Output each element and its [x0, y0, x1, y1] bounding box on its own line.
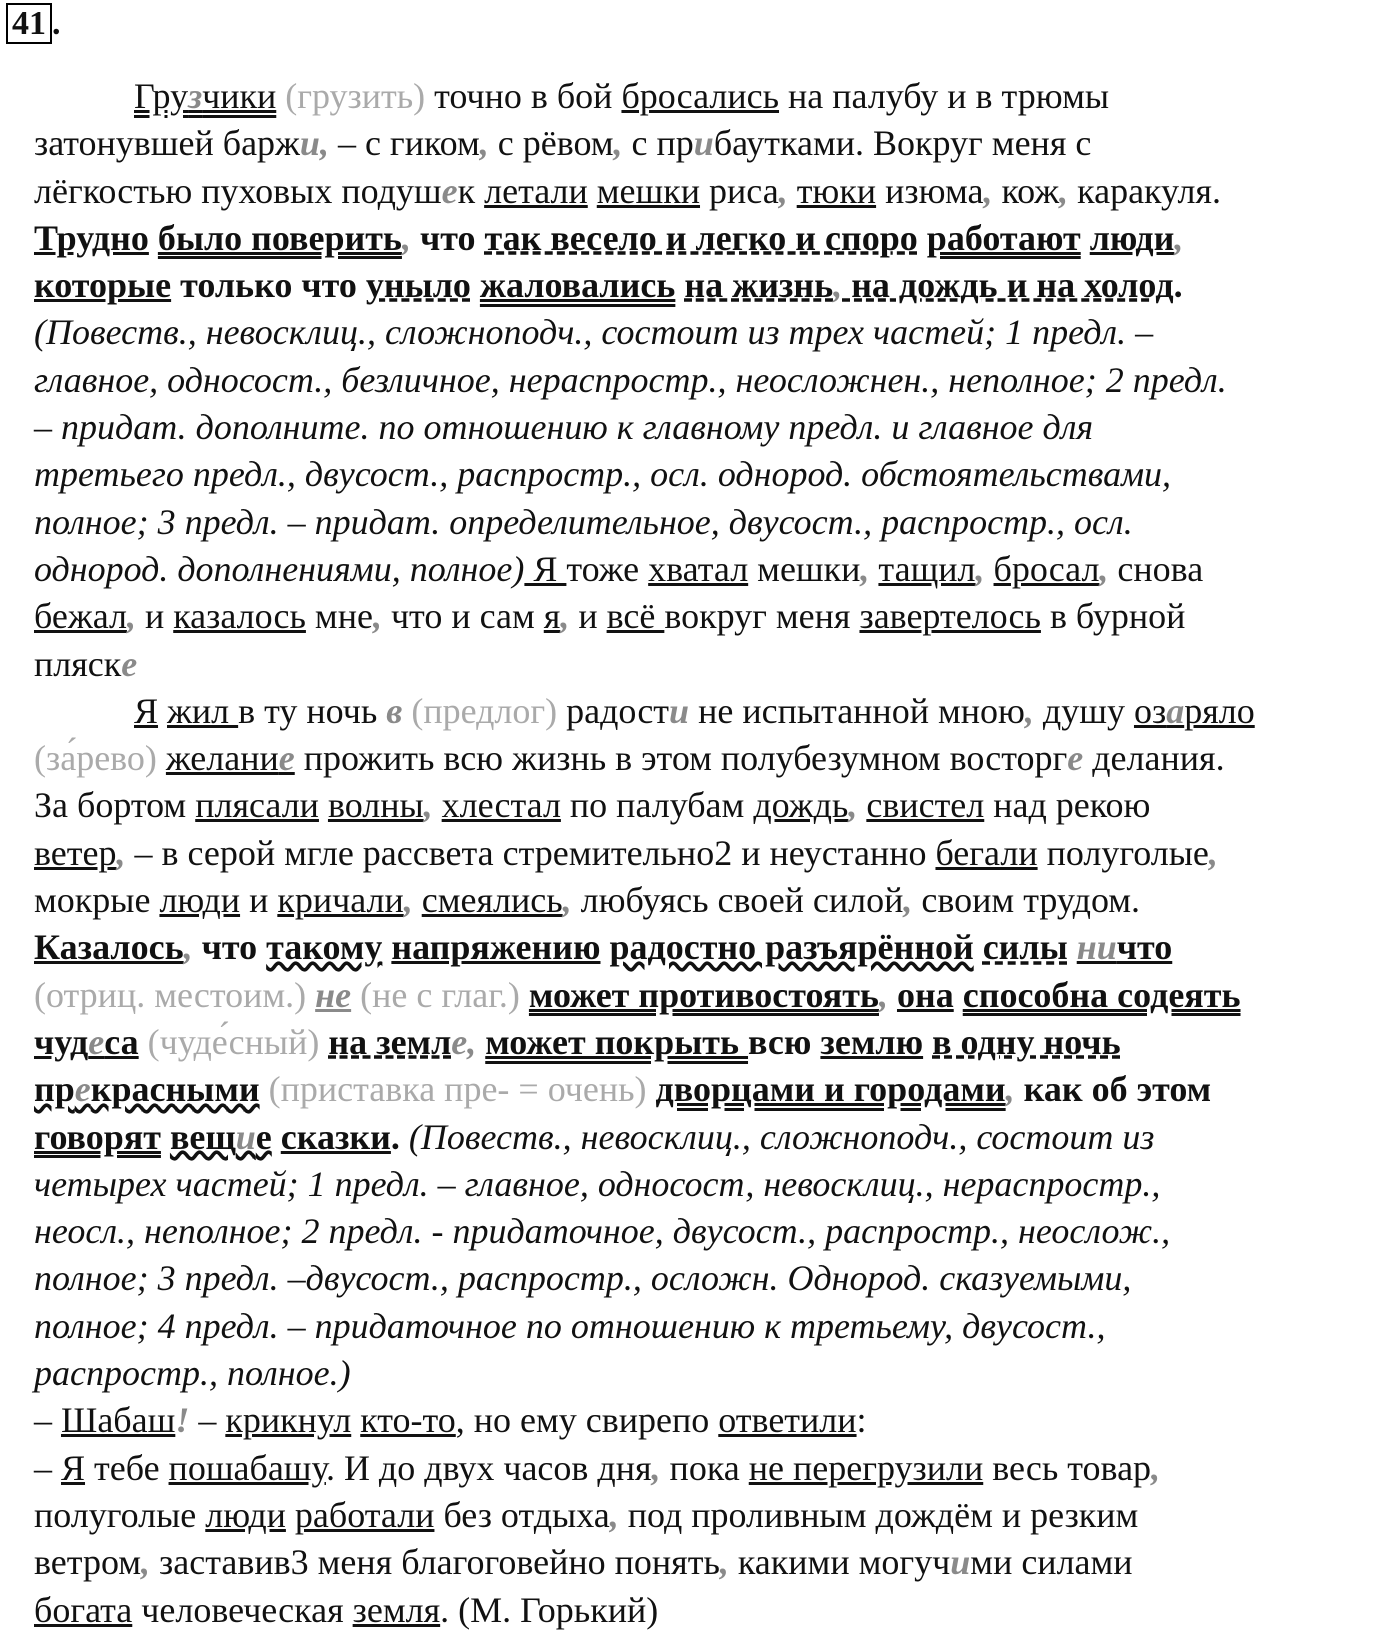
analysis-line: неосл., неполное; 2 предл. - придаточное, двусост., распростр., неослож.,: [34, 1211, 1171, 1252]
line: бежал, и казалось мне, что и сам я, и всё вокруг меня завертелось в бурной: [34, 596, 1186, 637]
line: (за́рево) желание прожить всю жизнь в этом полубезумном восторге делания.: [34, 738, 1225, 779]
paragraph-2-cont: [34, 735, 1364, 1397]
note: (грузить): [285, 76, 426, 116]
line: – Шабаш! – крикнул кто-то, но ему свирепо ответили:: [34, 1400, 867, 1441]
line: пляске: [34, 643, 138, 684]
line: Я жил в ту ночь в (предлог) радости не испытанной мною, душу озаряло: [134, 690, 1255, 731]
line: ветром, заставив3 меня благоговейно понять, какими могучими силами: [34, 1542, 1133, 1583]
line: говорят вещие сказки. (Повеств., невосклиц., сложноподч., состоит из: [34, 1116, 1155, 1157]
paragraph-1-cont: [34, 120, 1364, 688]
line: прекрасными (приставка пре- = очень) дворцами и городами, как об этом: [34, 1069, 1212, 1110]
line: однород. дополнениями, полное) Я тоже хватал мешки, тащил, бросал, снова: [34, 548, 1204, 589]
line: мокрые люди и кричали, смеялись, любуясь своей силой, своим трудом.: [34, 880, 1141, 921]
line: затонувшей баржи, – с гиком, с рёвом, с прибаутками. Вокруг меня с: [34, 123, 1092, 164]
dialogue-line-2: [34, 1445, 1364, 1634]
paragraph-1: [34, 73, 1364, 120]
analysis-line: главное, односост., безличное, нераспростр., неосложнен., неполное; 2 предл.: [34, 359, 1227, 400]
line: ветер, – в серой мгле рассвета стремительно2 и неустанно бегали полуголые,: [34, 832, 1218, 873]
line: (отриц. местоим.) не (не с глаг.) может противостоять, она способна содеять: [34, 974, 1241, 1015]
line: Грузчики (грузить) точно в бой бросались на палубу и в трюмы: [134, 76, 1110, 116]
analysis-line: – придат. дополните. по отношению к главному предл. и главное для: [34, 407, 1094, 448]
analysis-line: четырех частей; 1 предл. – главное, односост, невосклиц., нераспростр.,: [34, 1163, 1161, 1204]
analysis-line: третьего предл., двусост., распростр., осл. однород. обстоятельствами,: [34, 454, 1172, 495]
line: лёгкостью пуховых подушек летали мешки риса, тюки изюма, кож, каракуля.: [34, 170, 1221, 211]
analysis-line: (Повеств., невосклиц., сложноподч., состоит из трех частей; 1 предл. –: [34, 312, 1154, 353]
analysis-line: полное; 4 предл. – придаточное по отношению к третьему, двусост.,: [34, 1305, 1106, 1346]
predicate: бросались: [621, 76, 780, 116]
exercise-text: [34, 73, 1364, 1634]
line: чудеса (чуде́сный) на земле, может покрыть всю землю в одну ночь: [34, 1021, 1121, 1062]
line: – Я тебе пошабашу. И до двух часов дня, пока не перегрузили весь товар,: [34, 1447, 1161, 1488]
paragraph-2: [34, 688, 1364, 735]
line: Казалось, что такому напряжению радостно разъярённой силы ничто: [34, 927, 1173, 968]
analysis-line: распростр., полное.): [34, 1353, 351, 1394]
analysis-line: полное; 3 предл. –двусост., распростр., осложн. Однород. сказуемыми,: [34, 1258, 1132, 1299]
line: богата человеческая земля. (М. Горький): [34, 1589, 659, 1630]
analysis-line: полное; 3 предл. – придат. определительное, двусост., распростр., осл.: [34, 501, 1133, 542]
dialogue-line-1: [34, 1397, 1364, 1444]
line: полуголые люди работали без отдыха, под проливным дождём и резким: [34, 1494, 1139, 1535]
orthogram-letter: з: [188, 76, 203, 116]
line: За бортом плясали волны, хлестал по палубам дождь, свистел над рекою: [34, 785, 1151, 826]
line: Трудно было поверить, что так весело и легко и споро работают люди,: [34, 217, 1184, 258]
subject: Грузчики: [134, 76, 277, 116]
line: которые только что уныло жаловались на жизнь, на дождь и на холод.: [34, 265, 1183, 306]
exercise-number: 41 .: [6, 5, 61, 43]
